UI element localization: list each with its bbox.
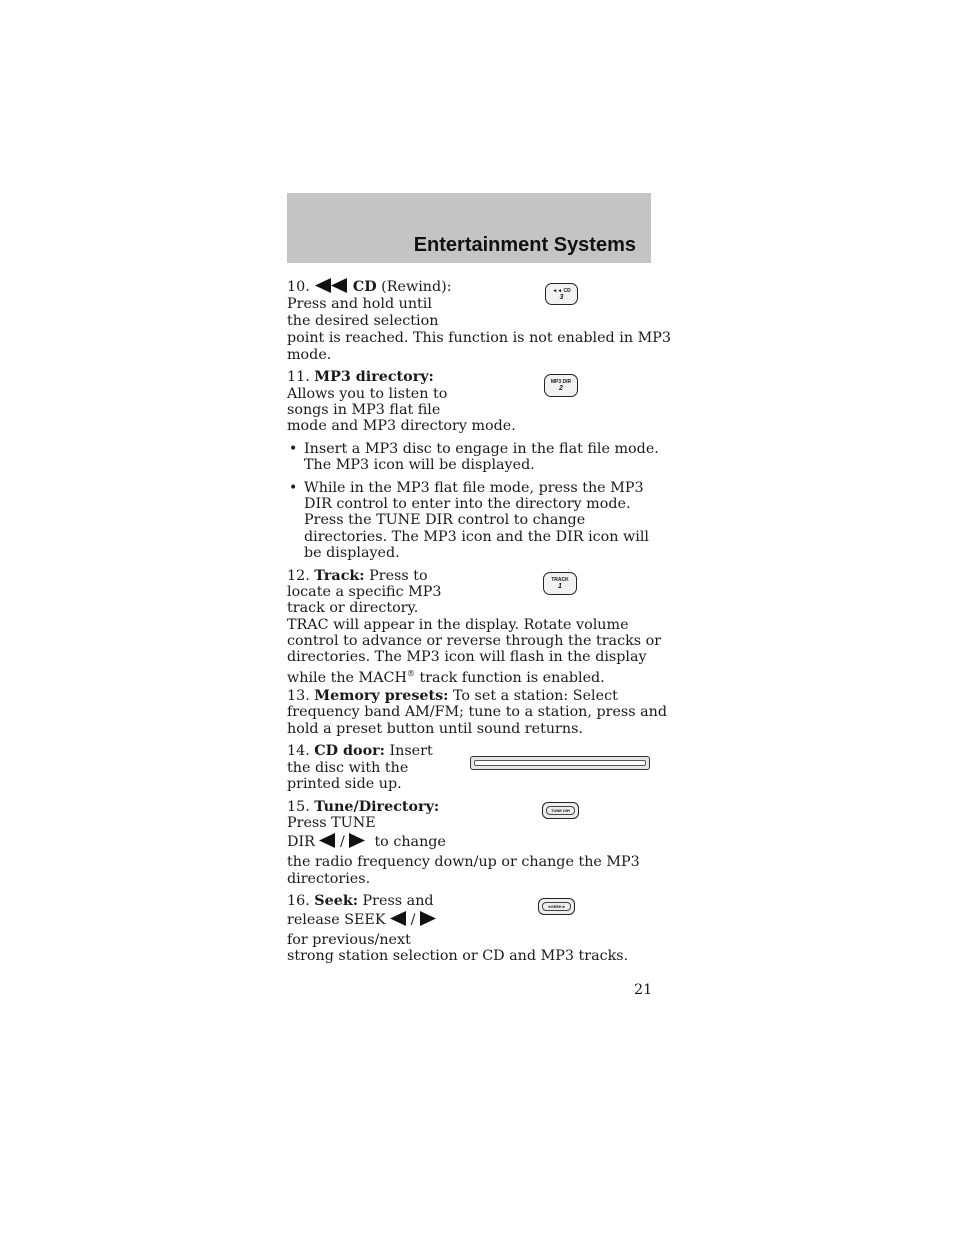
item16-line1: 16. Seek: Press and <box>287 893 434 909</box>
mp3-dir-button-illustration: MP3 DIR 2 <box>544 374 578 397</box>
list-item: Insert a MP3 disc to engage in the flat file mode. <box>304 441 659 457</box>
item-title: CD <box>352 279 377 295</box>
item16-line2: release SEEK / <box>287 911 436 928</box>
left-arrow-icon <box>390 911 406 926</box>
track-button-illustration: TRACK 1 <box>543 572 577 595</box>
cd-door-slot-illustration <box>470 756 650 770</box>
item12-line1: 12. Track: Press to <box>287 568 428 584</box>
list-item: While in the MP3 flat file mode, press the MP3 <box>304 480 644 496</box>
registered-mark: ® <box>406 669 415 678</box>
rewind-icon <box>314 278 348 293</box>
tune-dir-button-illustration: TUNE DIR <box>542 802 579 819</box>
item-title: Tune/Directory: <box>314 799 440 815</box>
item-title: CD door: <box>314 743 385 759</box>
item-number: 10. <box>287 279 310 295</box>
seek-button-illustration: ◄SEEK► <box>538 898 575 915</box>
item15-line3: DIR / to change <box>287 834 446 850</box>
item10-line1: 10. CD (Rewind): <box>287 279 452 295</box>
item11-line1: 11. MP3 directory: <box>287 369 434 385</box>
item-title: Memory presets: <box>314 688 449 704</box>
item-title: Track: <box>314 568 365 584</box>
page-number: 21 <box>634 982 653 998</box>
item14-line1: 14. CD door: Insert <box>287 743 433 759</box>
item-title: Seek: <box>314 893 358 909</box>
page-title: Entertainment Systems <box>413 234 636 256</box>
right-arrow-icon <box>420 911 436 926</box>
bullet-icon: • <box>289 441 298 457</box>
right-arrow-icon <box>349 833 365 848</box>
rewind-cd-button-illustration: ◄◄ CD 3 <box>545 283 578 305</box>
section-header <box>287 193 651 263</box>
bullet-icon: • <box>289 480 298 496</box>
item-title: MP3 directory: <box>314 369 434 385</box>
left-arrow-icon <box>319 833 335 848</box>
item15-line1: 15. Tune/Directory: <box>287 799 440 815</box>
item13-line1: 13. Memory presets: To set a station: Select <box>287 688 618 704</box>
